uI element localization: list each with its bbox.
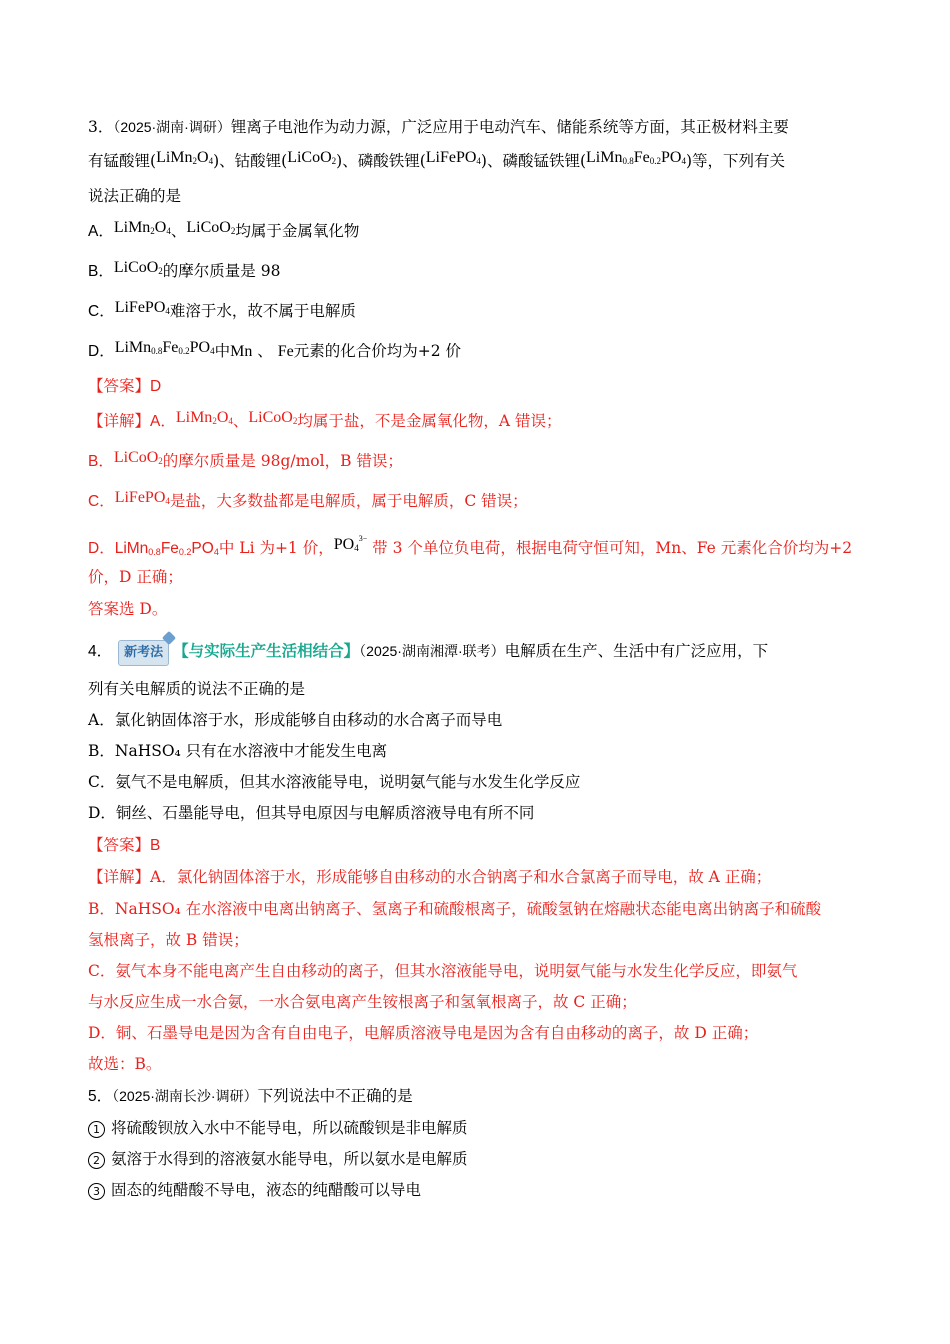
q3-detail-a: 【详解】A．$LiMn_2O_4$、LiCoO$_2$均属于盐，不是金属氧化物，A 错误；: [88, 409, 562, 430]
q4-option-c: [88, 771, 890, 793]
q3-option-d: D．$LiMn_{0.8}Fe_{0.2}PO_4$中Mn 、 Fe元素的化合价均为+2 价: [88, 339, 461, 360]
statement-text: 固态的纯醋酸不导电，液态的纯醋酸可以导电: [111, 1181, 422, 1199]
formula-licoo2: LiCoO$_2$: [113, 259, 163, 276]
detail-text: 氢根离子，故 B 错误；: [88, 931, 249, 949]
q3-detail-d-cont: [88, 566, 890, 588]
q3-answer: [88, 375, 890, 398]
q4-stem-line-1: [88, 640, 890, 666]
q3-number: 3．: [88, 118, 114, 136]
option-text: 难溶于水，故不属于电解质: [169, 302, 356, 320]
q5-item-2: [88, 1148, 890, 1170]
q4-detail-d: [88, 1022, 890, 1044]
formula-licoo2: LiCoO$_2$: [248, 409, 298, 426]
q5-item-3: [88, 1179, 890, 1201]
detail-text: 的摩尔质量是 98g/mol，B 错误；: [162, 452, 403, 470]
detail-text: 与水反应生成一水合氨，一水合氨电离产生铵根离子和氢氧根离子，故 C 正确；: [88, 993, 637, 1011]
q5-stem: [88, 1085, 890, 1108]
formula-licoo2: LiCoO$_2$: [113, 449, 163, 466]
q3-conclusion: [88, 598, 890, 620]
detail-option: A．: [150, 413, 176, 430]
circled-number: 1: [88, 1121, 105, 1138]
statement-text: 氨溶于水得到的溶液氨水能导电，所以氨水是电解质: [111, 1150, 468, 1168]
q5-source: （2025·湖南长沙·调研）: [112, 1088, 258, 1104]
formula-po4: $PO_4^{3-}$: [333, 534, 368, 553]
q4-detail-b: [88, 898, 890, 920]
q4-detail-a: [88, 866, 890, 888]
option-label: A．: [88, 223, 114, 240]
formula-limn2o4: $LiMn_2O_4$: [156, 149, 214, 166]
option-text: A．氯化钠固体溶于水，形成能够自由移动的水合离子而导电: [88, 711, 503, 729]
q3-option-b: [88, 260, 890, 286]
option-label: C．: [88, 303, 115, 320]
q4-detail-b-cont: [88, 929, 890, 951]
answer-label: 【答案】: [88, 836, 151, 854]
conclusion-text: 答案选 D。: [88, 600, 168, 618]
answer-value: D: [150, 378, 162, 395]
detail-text: B．NaHSO₄ 在水溶液中电离出钠离子、氢离子和硫酸根离子，硫酸氢钠在熔融状态能电离出钠离子和硫酸: [88, 900, 822, 918]
formula-limn2o4: $LiMn_2O_4$: [175, 409, 233, 426]
q3-stem-text: )、磷酸铁锂(: [336, 152, 426, 170]
element-mn: Mn: [230, 343, 253, 360]
q3-stem-line-3: [88, 185, 890, 207]
conclusion-text: 故选：B。: [88, 1055, 162, 1073]
detail-text: 均属于盐，不是金属氧化物，A 错误；: [297, 412, 562, 430]
q4-stem: 列有关电解质的说法不正确的是: [88, 680, 306, 698]
q4-conclusion: [88, 1053, 890, 1075]
formula-limnfepo4: $LiMn_{0.8}Fe_{0.2}PO_4$: [114, 339, 215, 356]
formula-limnfepo4-inline: $_{0.8}Fe_{0.2}PO_4$: [148, 540, 219, 557]
q4-option-a: [88, 709, 890, 731]
q3-stem-line-2: [88, 150, 890, 176]
option-text: C．氨气不是电解质，但其水溶液能导电，说明氨气能与水发生化学反应: [88, 773, 581, 791]
q5-item-1: [88, 1117, 890, 1139]
formula-licoo2: LiCoO$_2$: [186, 219, 236, 236]
q3-stem: 锂离子电池作为动力源，广泛应用于电动汽车、储能系统等方面，其正极材料主要: [230, 118, 789, 136]
q4-option-b: [88, 740, 890, 762]
q4-stem: 电解质在生产、生活中有广泛应用，下: [504, 642, 769, 660]
detail-text: A．氯化钠固体溶于水，形成能够自由移动的水合钠离子和水合氯离子而导电，故 A 正确；: [150, 868, 772, 886]
formula-licoo2: LiCoO$_2$: [287, 149, 337, 166]
q3-stem-text: 有锰酸锂(: [88, 152, 157, 170]
detail-text: 价，D 正确；: [88, 568, 183, 586]
answer-value: B: [150, 837, 161, 854]
detail-text: 带 3 个单位负电荷，根据电荷守恒可知，Mn、Fe 元素化合价均为+2: [372, 539, 853, 557]
q3-stem-text: )等，下列有关: [685, 152, 785, 170]
option-text: 中: [214, 342, 231, 360]
q3-option-a: A．$LiMn_2O_4$、LiCoO$_2$均属于金属氧化物: [88, 219, 360, 240]
circled-number: 3: [88, 1183, 105, 1200]
q3-option-c: [88, 300, 890, 326]
detail-label: 【详解】: [88, 412, 151, 430]
q5-stem-text: 下列说法中不正确的是: [257, 1087, 413, 1105]
formula-lifepo4: LiFePO$_4$: [114, 299, 170, 316]
q4-detail-c: [88, 960, 890, 982]
q4-tag: 【与实际生产生活相结合】: [173, 641, 360, 660]
q4-number: 4．: [88, 643, 113, 660]
detail-text: 是盐，大多数盐都是电解质，属于电解质，C 错误；: [169, 492, 528, 510]
q3-source: （2025·湖南·调研）: [113, 119, 231, 135]
element-fe: Fe: [277, 343, 294, 360]
q3-stem-text: 说法正确的是: [88, 187, 182, 205]
detail-option: D．LiMn: [88, 540, 149, 557]
option-text: 均属于金属氧化物: [235, 222, 360, 240]
option-text: 的摩尔质量是 98: [162, 262, 281, 280]
q5-number: 5．: [88, 1088, 113, 1105]
detail-text: 中 Li 为+1 价，: [218, 539, 334, 557]
formula-limnfepo4: $LiMn_{0.8}Fe_{0.2}PO_4$: [586, 149, 686, 166]
q3-stem-text: )、磷酸锰铁锂(: [480, 152, 587, 170]
answer-label: 【答案】: [88, 377, 151, 395]
q3-detail-d: [88, 532, 890, 563]
q4-answer: [88, 834, 890, 857]
detail-option: C．: [88, 493, 115, 510]
q3-detail-b: [88, 450, 890, 476]
q3-stem-line-1: [88, 116, 890, 138]
statement-text: 将硫酸钡放入水中不能导电，所以硫酸钡是非电解质: [111, 1119, 468, 1137]
q3-detail-c: [88, 490, 890, 516]
option-text: D．铜丝、石墨能导电，但其导电原因与电解质溶液导电有所不同: [88, 804, 535, 822]
q4-option-d: [88, 802, 890, 824]
detail-text: D．铜、石墨导电是因为含有自由电子，电解质溶液导电是因为含有自由移动的离子，故 D 正确；: [88, 1024, 759, 1042]
q3-stem-text: )、钴酸锂(: [213, 152, 288, 170]
detail-label: 【详解】: [88, 868, 151, 886]
new-method-badge: [118, 640, 169, 666]
formula-limn2o4: $LiMn_2O_4$: [113, 219, 171, 236]
option-label: D．: [88, 343, 115, 360]
circled-number: 2: [88, 1152, 105, 1169]
formula-lifepo4: LiFePO$_4$: [425, 149, 481, 166]
option-text: B．NaHSO₄ 只有在水溶液中才能发生电离: [88, 742, 388, 760]
option-text: 元素的化合价均为+2 价: [293, 342, 461, 360]
formula-lifepo4: LiFePO$_4$: [114, 489, 170, 506]
detail-option: B．: [88, 453, 114, 470]
option-label: B．: [88, 263, 114, 280]
detail-text: C．氨气本身不能电离产生自由移动的离子，但其水溶液能导电，说明氨气能与水发生化学反应，即氨气: [88, 962, 798, 980]
badge-label: 新考法: [124, 645, 164, 660]
q4-stem-line-2: [88, 678, 890, 700]
q4-source: （2025·湖南湘潭·联考）: [359, 643, 505, 659]
q4-detail-c-cont: [88, 991, 890, 1013]
